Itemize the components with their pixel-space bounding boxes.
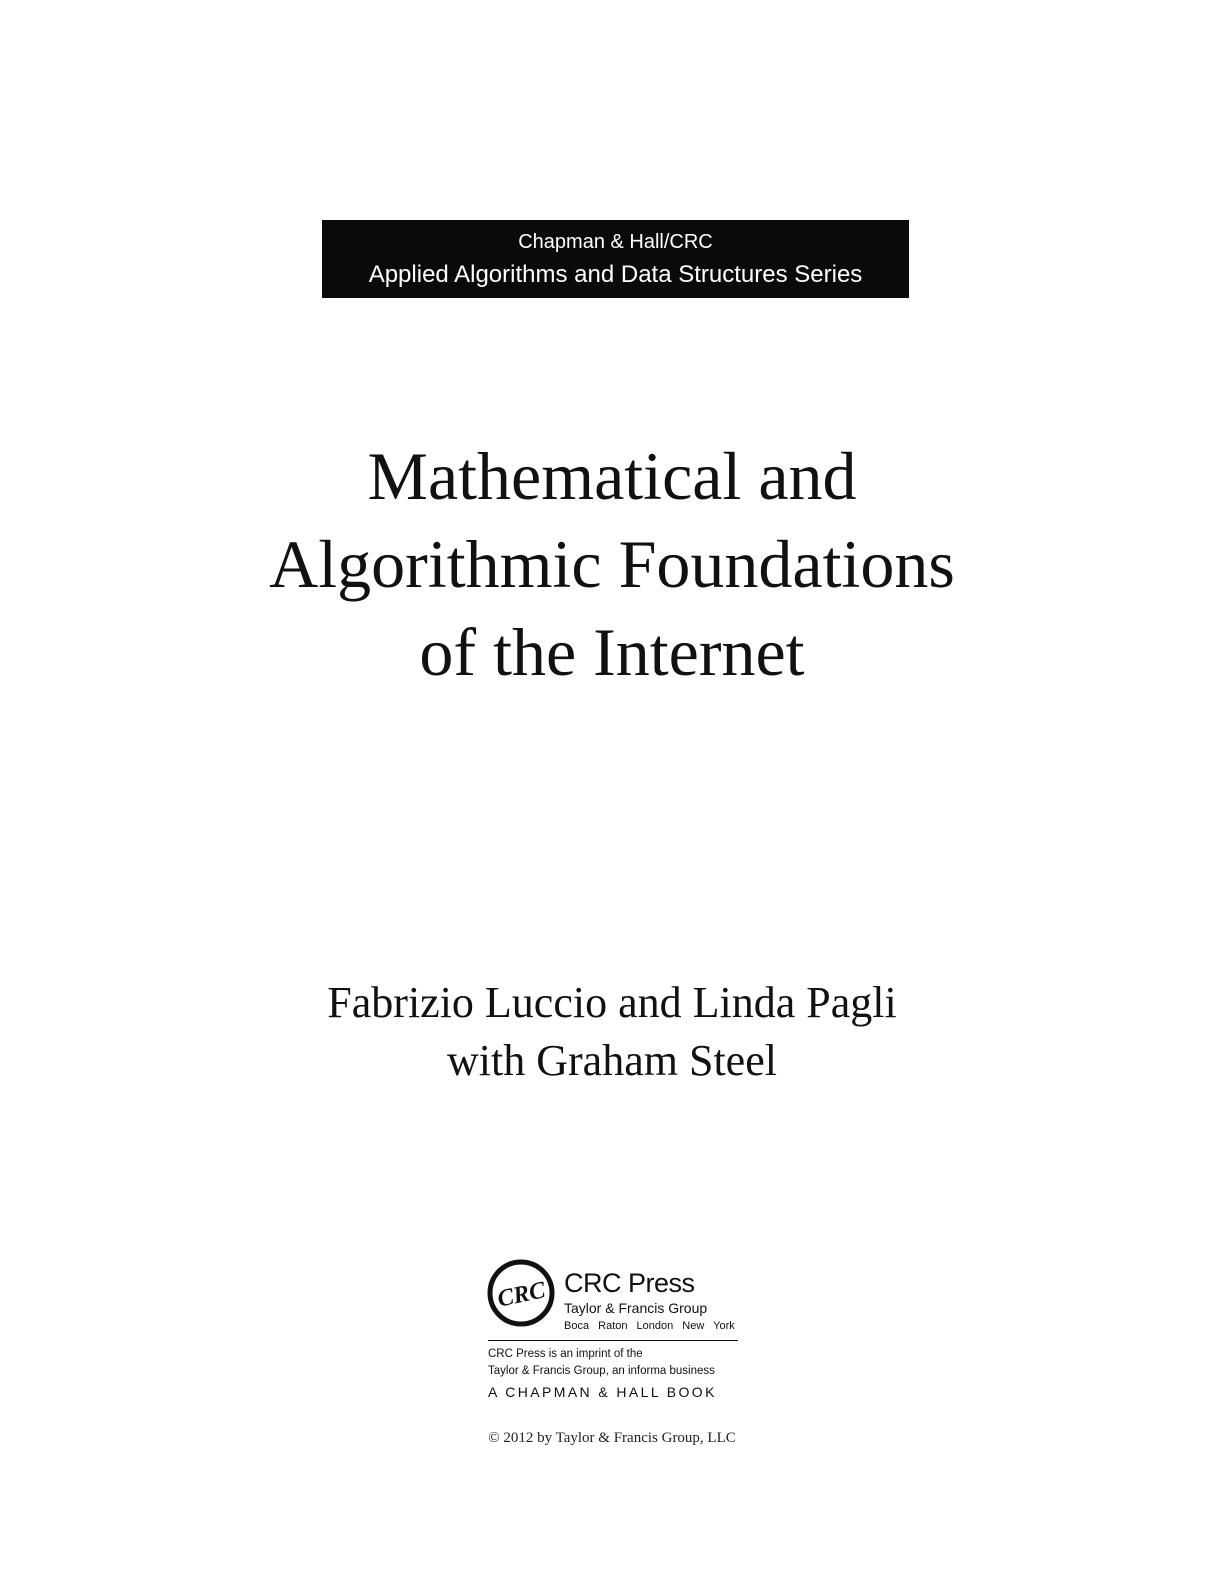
publisher-divider — [488, 1340, 738, 1341]
publisher-block — [486, 1258, 746, 1408]
title-line: Algorithmic Foundations — [269, 526, 955, 602]
series-banner — [322, 220, 909, 298]
title-line: of the Internet — [419, 614, 805, 690]
imprint-line: Taylor & Francis Group, an informa business — [488, 1365, 715, 1377]
publisher-name: CRC Press — [564, 1268, 695, 1298]
crc-logo-text: CRC — [495, 1277, 548, 1313]
book-title — [0, 432, 1224, 696]
publisher-cities: Boca Raton London New York — [564, 1320, 735, 1332]
series-name: Applied Algorithms and Data Structures Series — [368, 261, 863, 288]
title-line: Mathematical and — [367, 438, 857, 514]
chapman-hall-book: A CHAPMAN & HALL BOOK — [488, 1384, 717, 1400]
copyright-notice: © 2012 by Taylor & Francis Group, LLC — [488, 1430, 736, 1446]
authors — [0, 974, 1224, 1090]
crc-logo — [486, 1258, 556, 1328]
author-line: with Graham Steel — [447, 1036, 777, 1085]
author-line: Fabrizio Luccio and Linda Pagli — [327, 978, 897, 1027]
series-publisher: Chapman & Hall/CRC — [518, 231, 713, 253]
imprint-line: CRC Press is an imprint of the — [488, 1348, 643, 1360]
publisher-group: Taylor & Francis Group — [564, 1300, 708, 1316]
